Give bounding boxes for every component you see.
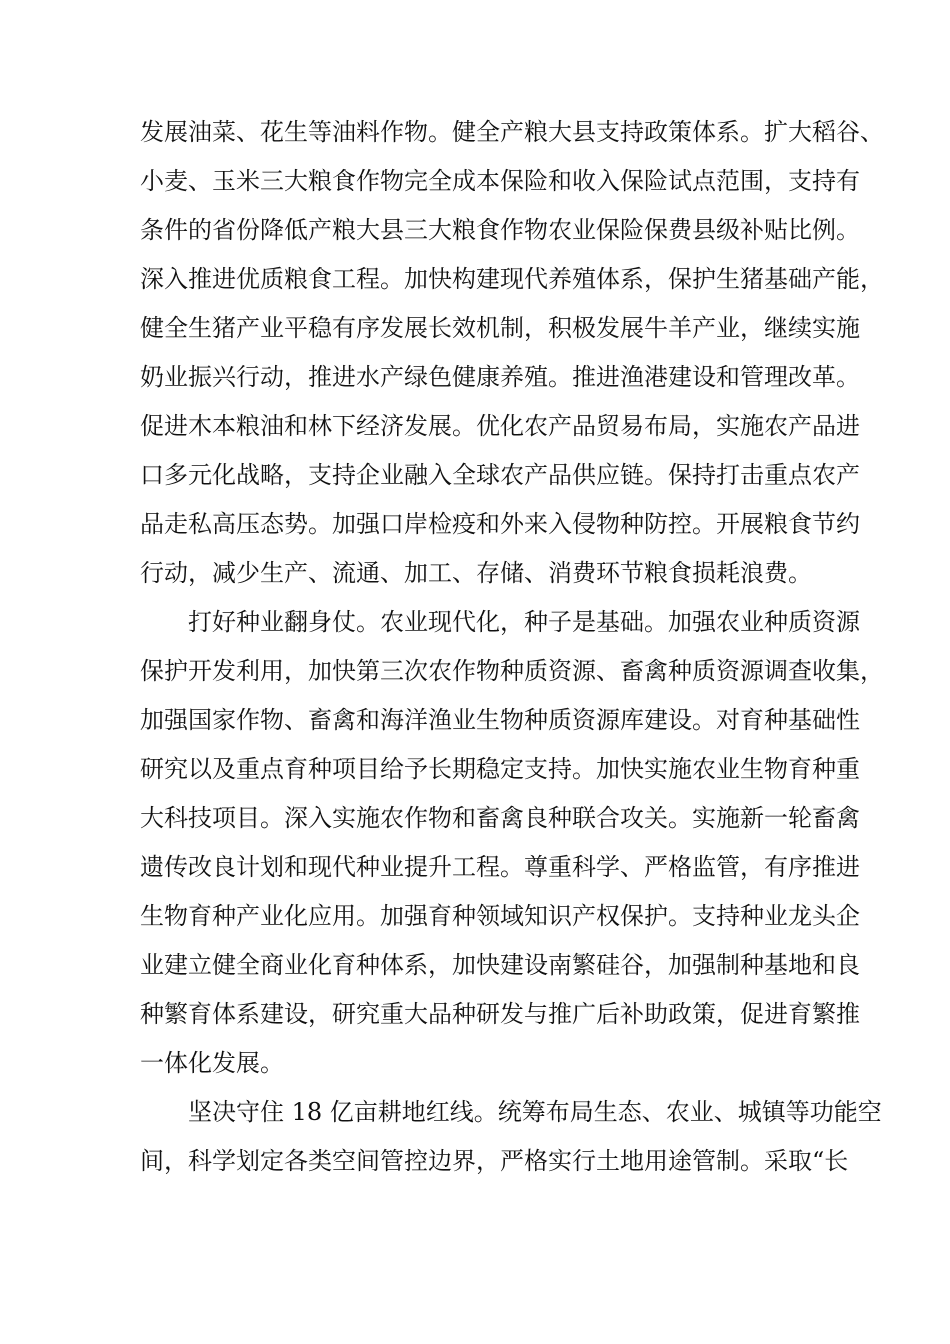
text-line: 行动，减少生产、流通、加工、存储、消费环节粮食损耗浪费。 [140,559,812,587]
text-line: 遗传改良计划和现代种业提升工程。尊重科学、严格监管，有序推进 [140,853,860,881]
text-line: 小麦、玉米三大粮食作物完全成本保险和收入保险试点范围，支持有 [140,167,860,195]
text-line: 间，科学划定各类空间管控边界，严格实行土地用途管制。采取“长 [140,1147,849,1175]
text-line: 业建立健全商业化育种体系，加快建设南繁硅谷，加强制种基地和良 [140,951,860,979]
document-body [140,108,884,1186]
text-line: 促进木本粮油和林下经济发展。优化农产品贸易布局，实施农产品进 [140,412,860,440]
text-line: 品走私高压态势。加强口岸检疫和外来入侵物种防控。开展粮食节约 [140,510,860,538]
text-line: 大科技项目。深入实施农作物和畜禽良种联合攻关。实施新一轮畜禽 [140,804,860,832]
text-line: 发展油菜、花生等油料作物。健全产粮大县支持政策体系。扩大稻谷、 [140,118,884,146]
text-line: 种繁育体系建设，研究重大品种研发与推广后补助政策，促进育繁推 [140,1000,860,1028]
text-line: 口多元化战略，支持企业融入全球农产品供应链。保持打击重点农产 [140,461,860,489]
text-line: 健全生猪产业平稳有序发展长效机制，积极发展牛羊产业，继续实施 [140,314,860,342]
text-line: 坚决守住 18 亿亩耕地红线。统筹布局生态、农业、城镇等功能空 [188,1098,882,1126]
paragraph-seed-industry [140,598,884,1088]
text-line: 保护开发利用，加快第三次农作物种质资源、畜禽种质资源调查收集， [140,657,884,685]
text-line: 加强国家作物、畜禽和海洋渔业生物种质资源库建设。对育种基础性 [140,706,860,734]
text-line: 深入推进优质粮食工程。加快构建现代养殖体系，保护生猪基础产能， [140,265,884,293]
text-line: 一体化发展。 [140,1049,284,1077]
text-line: 条件的省份降低产粮大县三大粮食作物农业保险保费县级补贴比例。 [140,216,860,244]
text-line: 研究以及重点育种项目给予长期稳定支持。加快实施农业生物育种重 [140,755,860,783]
paragraph-farmland-redline [140,1088,882,1186]
paragraph-oilseed-and-grain [140,108,884,598]
text-line: 打好种业翻身仗。农业现代化，种子是基础。加强农业种质资源 [188,608,860,636]
text-line: 奶业振兴行动，推进水产绿色健康养殖。推进渔港建设和管理改革。 [140,363,860,391]
text-line: 生物育种产业化应用。加强育种领域知识产权保护。支持种业龙头企 [140,902,860,930]
